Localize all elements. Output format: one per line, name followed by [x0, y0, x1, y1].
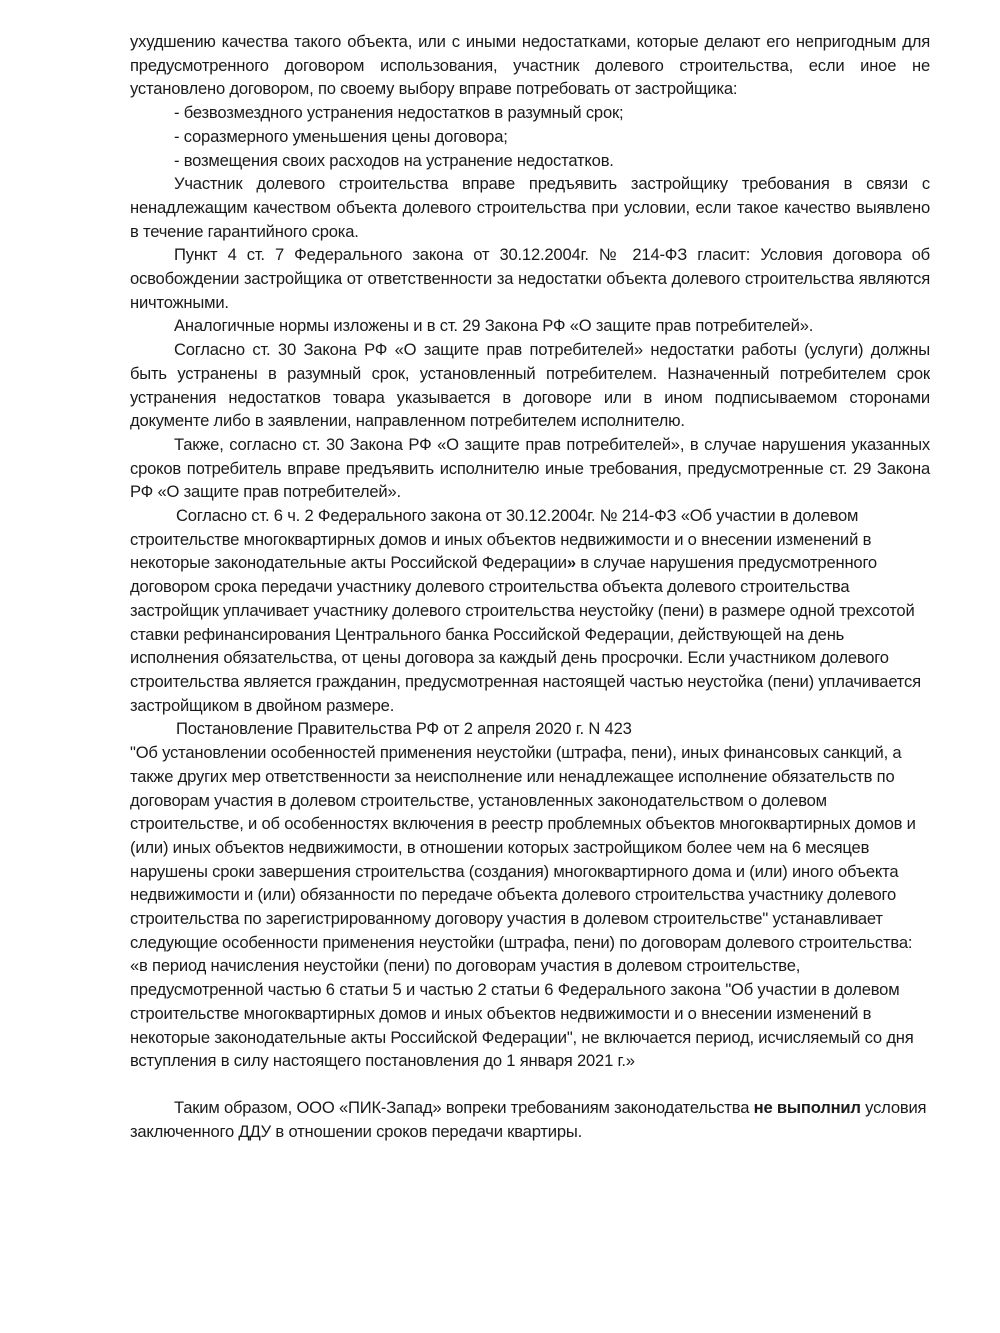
paragraph-text: Таким образом, ООО «ПИК-Запад» вопреки требованиям законодательства	[174, 1097, 754, 1117]
list-item: - безвозмездного устранения недостатков в разумный срок;	[174, 103, 624, 123]
bold-quote-mark: »	[566, 553, 576, 573]
decree-body: "Об установлении особенностей применения неустойки (штрафа, пени), иных финансовых санкций, а также других мер ответственности за неисполнение или ненадлежащее исполнение обязательств по договорам участия в долевом строительстве, установленных законодательством о долевом строительстве, и об особенностях включения в реестр проблемных объектов многоквартирных домов и (или) иных объектов недвижимости, в отношении которых застройщиком более чем на 6 месяцев нарушены сроки завершения строительства (создания) многоквартирного дома и (или) иного объекта недвижимости и (или) обязанности по передаче объекта долевого строительства участнику долевого строительства по зарегистрированному договору участия в долевом строительстве" устанавливает следующие особенности применения неустойки (штрафа, пени) по договорам долевого строительства:	[130, 743, 916, 952]
paragraph-defects-intro: ухудшению качества такого объекта, или с иными недостатками, которые делают его непригодным для предусмотренного договором использования, участник долевого строительства, если иное не установлено договором, по своему выбору вправе потребовать от застройщика:	[130, 32, 930, 99]
paragraph-text: в случае нарушения предусмотренного договором срока передачи участнику долевого строительства объекта долевого строительства застройщик уплачивает участнику долевого строительства неустойку (пени) в размере одной трехсотой ставки рефинансирования Центрального банка Российской Федерации, действующей на день исполнения обязательства, от цены договора за каждый день просрочки. Если участником долевого строительства является гражданин, предусмотренная настоящей частью неустойка (пени) уплачивается застройщиком в двойном размере.	[130, 553, 921, 715]
paragraph-warranty-claims: Участник долевого строительства вправе предъявить застройщику требования в связи с ненадлежащим качеством объекта долевого строительства при условии, если такое качество выявлено в течение гарантийного срока.	[130, 174, 930, 241]
decree-title: Постановление Правительства РФ от 2 апреля 2020 г. N 423	[176, 719, 632, 739]
paragraph-law-214-article-6	[130, 504, 930, 717]
list-item: - соразмерного уменьшения цены договора;	[174, 126, 508, 146]
paragraph-consumer-law-30-deadlines: Также, согласно ст. 30 Закона РФ «О защите прав потребителей», в случае нарушения указанных сроков потребитель вправе предъявить исполнителю иные требования, предусмотренные ст. 29 Закона РФ «О защите прав потребителей».	[130, 434, 930, 502]
paragraph-consumer-law-30: Согласно ст. 30 Закона РФ «О защите прав потребителей» недостатки работы (услуги) должны быть устранены в разумный срок, установленный потребителем. Назначенный потребителем срок устранения недостатков товара указывается в договоре или в ином подписываемом сторонами документе либо в заявлении, направленном потребителем исполнителю.	[130, 340, 930, 431]
paragraph-text: Согласно ст. 6 ч. 2 Федерального закона от 30.12.2004г. № 214-ФЗ «Об участии в долевом строительстве многоквартирных домов и иных объектов недвижимости и о внесении изменений в некоторые законодательные акты Российской Федерации	[130, 506, 872, 573]
list-item: - возмещения своих расходов на устранение недостатков.	[174, 150, 614, 170]
paragraph-consumer-law-29: Аналогичные нормы изложены и в ст. 29 Закона РФ «О защите прав потребителей».	[174, 316, 814, 336]
document-page	[130, 30, 930, 1143]
bold-emphasis: не выполнил	[753, 1097, 861, 1117]
paragraph-law-214-article-7: Пункт 4 ст. 7 Федерального закона от 30.12.2004г. № 214-ФЗ гласит: Условия договора об освобождении застройщика от ответственности за недостатки объекта долевого строительства являются ничтожными.	[130, 245, 930, 312]
paragraph-text: условия заключенного ДДУ в отношении сроков передачи квартиры.	[130, 1097, 927, 1141]
decree-quote: «в период начисления неустойки (пени) по договорам участия в долевом строительстве, предусмотренной частью 6 статьи 5 и частью 2 статьи 6 Федерального закона "Об участии в долевом строительстве многоквартирных домов и иных объектов недвижимости и о внесении изменений в некоторые законодательные акты Российской Федерации", не включается период, исчисляемый со дня вступления в силу настоящего постановления до 1 января 2021 г.»	[130, 956, 914, 1071]
remedies-list	[130, 101, 930, 172]
paragraph-conclusion	[130, 1096, 930, 1143]
spacer	[130, 1073, 930, 1096]
